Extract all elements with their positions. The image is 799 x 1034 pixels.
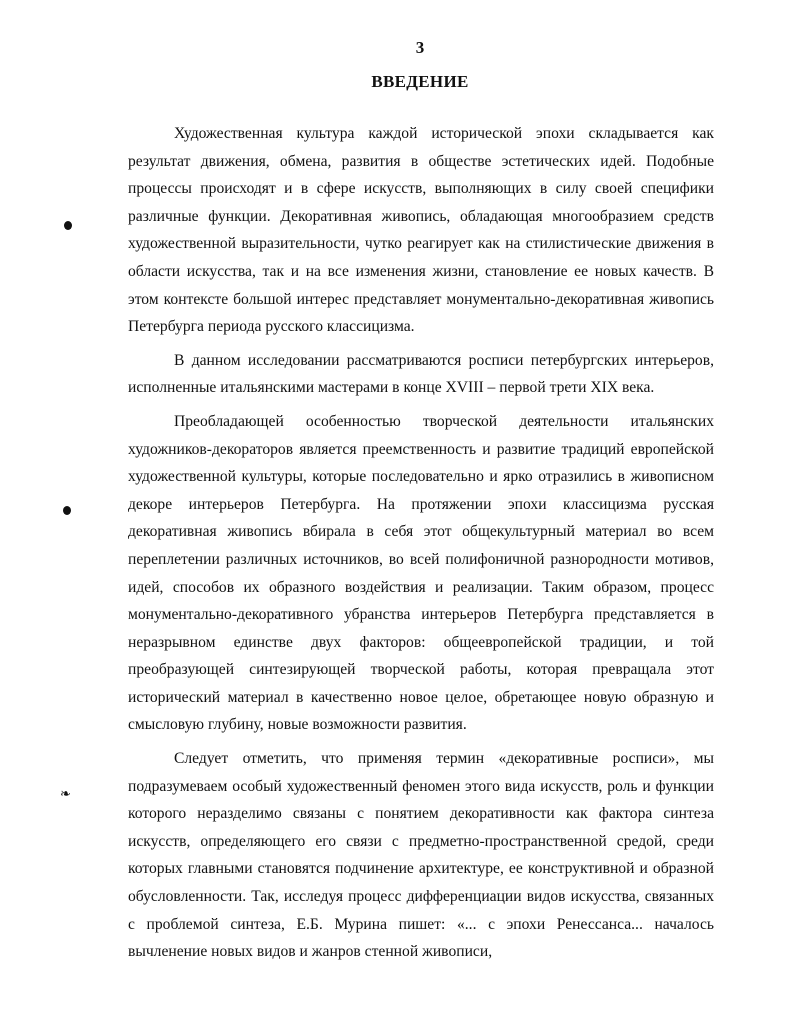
page-number: 3 — [415, 38, 425, 57]
scan-mark-2 — [63, 506, 71, 515]
section-heading: ВВЕДЕНИЕ — [371, 72, 469, 91]
paragraph-2: В данном исследовании рассматриваются росписи петербургских интерьеров, исполненные итальянскими мастерами в конце XVIII – первой трети XIX века. — [128, 351, 714, 397]
scan-mark-1 — [64, 221, 72, 230]
scan-mark-3: ❧ — [60, 787, 71, 802]
paragraph-4: Следует отметить, что применяя термин «декоративные росписи», мы подразумеваем особый художественный феномен этого вида искусств, роль и функции которого неразделимо связаны с понятием декоративности как фактора синтеза искусств, определяющего его связи с предметно-пространственной средой, среди которых главными становятся подчинение архитектуре, ее конструктивной и образной обусловленности. Так, исследуя процесс дифференциации видов искусства, связанных с проблемой синтеза, Е.Б. Мурина пишет: «... с эпохи Ренессанса... началось вычленение новых видов и жанров стенной живописи, — [128, 750, 714, 961]
paragraph-3: Преобладающей особенностью творческой деятельности итальянских художников-декораторов является преемственность и развитие традиций европейской художественной культуры, которые последовательно и ярко отразились в живописном декоре интерьеров Петербурга. На протяжении эпохи классицизма русская декоративная живопись вбирала в себя этот общекультурный материал во всем переплетении различных источников, во всей полифоничной разнородности мотивов, идей, способов их образного воздействия и реализации. Таким образом, процесс монументально-декоративного убранства интерьеров Петербурга представляется в неразрывном единстве двух факторов: общеевропейской традиции, и той преобразующей синтезирующей творческой работы, которая превращала этот исторический материал в качественно новое целое, обретающее новую образную и смысловую глубину, новые возможности развития. — [128, 412, 714, 734]
body-text — [128, 120, 714, 972]
paragraph-1: Художественная культура каждой исторической эпохи складывается как результат движения, обмена, развития в обществе эстетических идей. Подобные процессы происходят и в сфере искусств, выполняющих в силу своей специфики различные функции. Декоративная живопись, обладающая многообразием средств художественной выразительности, чутко реагирует как на стилистические движения в области искусства, так и на все изменения жизни, становление ее новых качеств. В этом контексте большой интерес представляет монументально-декоративная живопись Петербурга периода русского классицизма. — [128, 125, 714, 336]
